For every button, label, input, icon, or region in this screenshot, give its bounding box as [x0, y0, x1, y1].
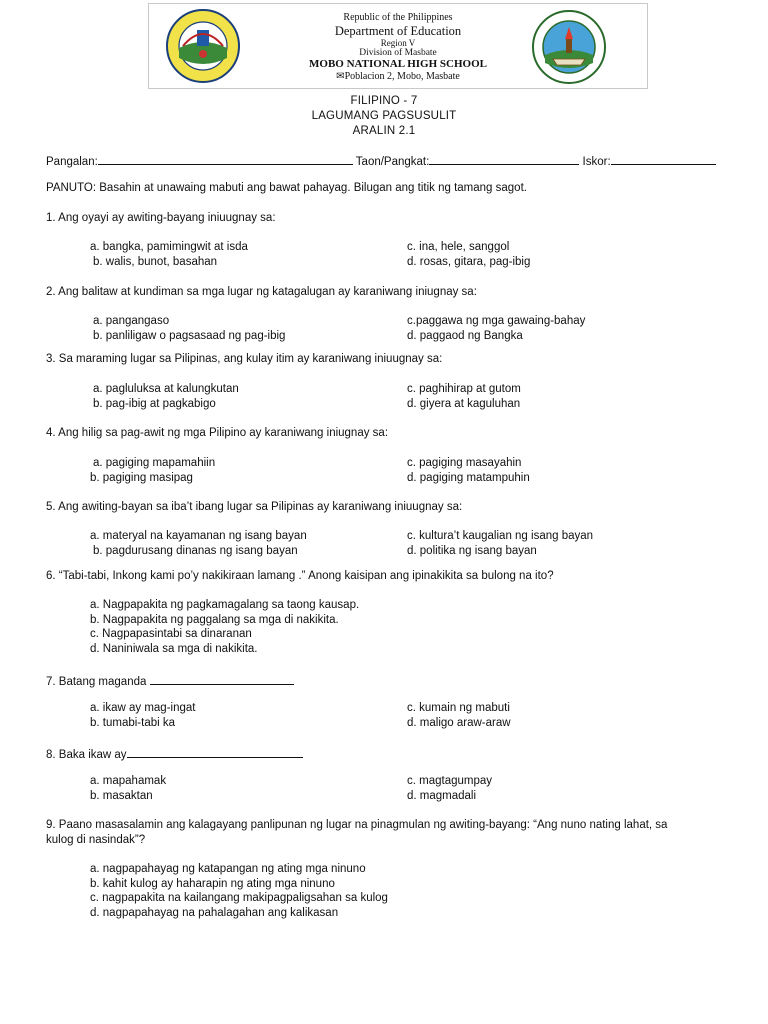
q9-option-d[interactable]: d. nagpapahayag na pahalagahan ang kalikasan — [90, 907, 339, 919]
q7-option-b[interactable]: b. tumabi-tabi ka — [90, 717, 176, 729]
q3-option-d[interactable]: d. giyera at kaguluhan — [407, 398, 521, 410]
q4-option-b[interactable]: b. pagiging masipag — [90, 472, 193, 484]
info-line — [46, 153, 716, 168]
q6-option-d[interactable]: d. Naniniwala sa mga di nakikita. — [90, 643, 258, 655]
q2-option-b[interactable]: b. panliligaw o pagsasaad ng pag-ibig — [93, 330, 286, 342]
division-text: Division of Masbate — [359, 48, 437, 58]
q9-option-b[interactable]: b. kahit kulog ay haharapin ng ating mga ninuno — [90, 878, 335, 890]
q2-option-c[interactable]: c.paggawa ng mga gawaing-bahay — [407, 315, 586, 327]
name-label: Pangalan: — [46, 156, 98, 168]
q7-blank[interactable] — [150, 673, 294, 685]
q8-option-a[interactable]: a. mapahamak — [90, 775, 167, 787]
question-8: 8. Baka ikaw ay — [46, 746, 303, 761]
q5-option-d[interactable]: d. politika ng isang bayan — [407, 545, 537, 557]
letterhead — [148, 3, 648, 89]
question-9-cont: kulog di nasindak”? — [46, 834, 146, 846]
q1-option-a[interactable]: a. bangka, pamimingwit at isda — [90, 241, 248, 253]
q4-option-d[interactable]: d. pagiging matampuhin — [407, 472, 530, 484]
exam-title: LAGUMANG PAGSUSULIT — [311, 110, 457, 122]
score-blank[interactable] — [611, 153, 716, 165]
q2-option-d[interactable]: d. paggaod ng Bangka — [407, 330, 523, 342]
q7-option-d[interactable]: d. maligo araw-araw — [407, 717, 511, 729]
department-text: Department of Education — [334, 24, 462, 38]
subject-title: FILIPINO - 7 — [350, 95, 418, 107]
q9-option-c[interactable]: c. nagpapakita na kailangang makipagpaligsahan sa kulog — [90, 892, 388, 904]
school-address: ✉Poblacion 2, Mobo, Masbate — [336, 71, 460, 82]
q5-option-b[interactable]: b. pagdurusang dinanas ng isang bayan — [93, 545, 298, 557]
question-1: 1. Ang oyayi ay awiting-bayang iniuugnay sa: — [46, 212, 276, 224]
question-5: 5. Ang awiting-bayan sa iba’t ibang lugar sa Pilipinas ay karaniwang iniuugnay sa: — [46, 501, 463, 513]
q6-option-b[interactable]: b. Nagpapakita ng paggalang sa mga di nakikita. — [90, 614, 339, 626]
name-blank[interactable] — [98, 153, 353, 165]
question-2: 2. Ang balitaw at kundiman sa mga lugar ng katagalugan ay karaniwang iniugnay sa: — [46, 286, 477, 298]
republic-text: Republic of the Philippines — [343, 12, 453, 23]
question-4: 4. Ang hilig sa pag-awit ng mga Pilipino ay karaniwang iniugnay sa: — [46, 427, 389, 439]
q3-option-a[interactable]: a. pagluluksa at kalungkutan — [93, 383, 239, 395]
q8-option-d[interactable]: d. magmadali — [407, 790, 477, 802]
region-text: Region V — [380, 38, 416, 48]
q8-blank[interactable] — [127, 746, 303, 758]
q6-option-a[interactable]: a. Nagpapakita ng pagkamagalang sa taong kausap. — [90, 599, 360, 611]
q3-option-b[interactable]: b. pag-ibig at pagkabigo — [93, 398, 216, 410]
section-blank[interactable] — [429, 153, 579, 165]
q7-option-c[interactable]: c. kumain ng mabuti — [407, 702, 510, 714]
q1-option-c[interactable]: c. ina, hele, sanggol — [407, 241, 510, 253]
instructions: PANUTO: Basahin at unawaing mabuti ang bawat pahayag. Bilugan ang titik ng tamang sagot. — [46, 182, 527, 194]
envelope-icon: ✉ — [336, 71, 345, 82]
q2-option-a[interactable]: a. pangangaso — [93, 315, 170, 327]
q6-option-c[interactable]: c. Nagpapasintabi sa dinaranan — [90, 628, 252, 640]
q4-option-a[interactable]: a. pagiging mapamahiin — [93, 457, 216, 469]
question-9: 9. Paano masasalamin ang kalagayang panlipunan ng lugar na pinagmulan ng awiting-bayang: “Ang nuno nating lahat, sa — [46, 819, 668, 831]
q5-option-a[interactable]: a. materyal na kayamanan ng isang bayan — [90, 530, 307, 542]
q3-option-c[interactable]: c. paghihirap at gutom — [407, 383, 521, 395]
question-6: 6. “Tabi-tabi, Inkong kami po’y nakikiraan lamang .” Anong kaisipan ang ipinakikita sa bulong na ito? — [46, 570, 554, 582]
q8-option-b[interactable]: b. masaktan — [90, 790, 153, 802]
section-label: Taon/Pangkat: — [355, 156, 430, 168]
score-label: Iskor: — [582, 156, 611, 168]
q4-option-c[interactable]: c. pagiging masayahin — [407, 457, 522, 469]
q1-option-d[interactable]: d. rosas, gitara, pag-ibig — [407, 256, 531, 268]
q1-option-b[interactable]: b. walis, bunot, basahan — [93, 256, 218, 268]
school-name: MOBO NATIONAL HIGH SCHOOL — [309, 58, 487, 70]
question-3: 3. Sa maraming lugar sa Pilipinas, ang kulay itim ay karaniwang iniuugnay sa: — [46, 353, 443, 365]
q7-option-a[interactable]: a. ikaw ay mag-ingat — [90, 702, 196, 714]
lesson-title: ARALIN 2.1 — [352, 125, 416, 137]
q9-option-a[interactable]: a. nagpapahayag ng katapangan ng ating mga ninuno — [90, 863, 366, 875]
q5-option-c[interactable]: c. kultura’t kaugalian ng isang bayan — [407, 530, 594, 542]
q8-option-c[interactable]: c. magtagumpay — [407, 775, 493, 787]
question-7: 7. Batang maganda — [46, 673, 294, 688]
